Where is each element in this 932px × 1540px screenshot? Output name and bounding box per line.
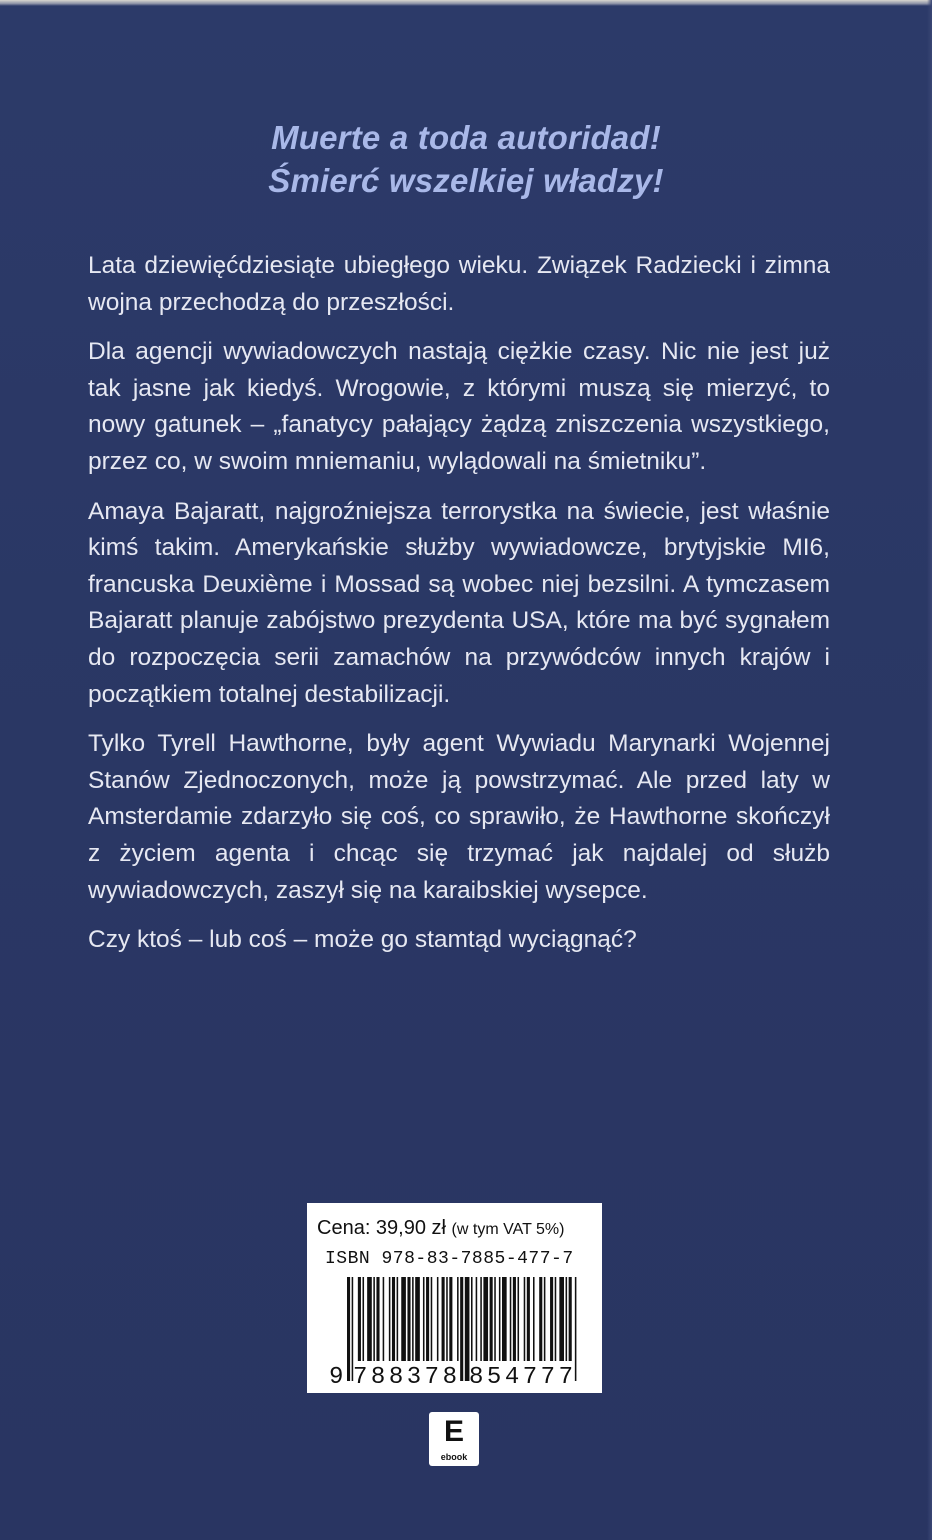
barcode-bar [431, 1277, 433, 1361]
ebook-badge-letter: E [443, 1415, 464, 1448]
headline-spanish: Muerte a toda autoridad! [271, 119, 661, 156]
barcode-bar [347, 1277, 350, 1381]
barcode-bar [397, 1277, 399, 1361]
barcode-bar [518, 1277, 520, 1361]
barcode-bar [407, 1277, 410, 1361]
barcode-bar [544, 1277, 546, 1361]
blurb-text [88, 248, 830, 972]
barcode-bar [437, 1277, 439, 1361]
barcode-bar [367, 1277, 372, 1361]
barcode-bar [449, 1277, 452, 1361]
barcode-bar [373, 1277, 375, 1361]
blurb-paragraph-4: Tylko Tyrell Hawthorne, były agent Wywiadu Marynarki Wojennej Stanów Zjednoczonych, może ją powstrzymać. Ale przed laty w Amsterdamie zdarzyło się coś, co sprawiło, że Hawthorne skończył z życiem agenta i chcąc się trzymać jak najdalej od służb wywiadowczych, zaszył się na karaibskiej wysepce. [88, 730, 830, 904]
barcode-bar [539, 1277, 542, 1361]
barcode-bar [494, 1277, 496, 1361]
barcode-bar [412, 1277, 414, 1361]
barcode-digits-left: 788378 [353, 1364, 457, 1387]
blurb-paragraph-2: Dla agencji wywiadowczych nastają ciężkie czasy. Nic nie jest już tak jasne jak kiedyś. Wrogowie, z którymi muszą się mierzyć, to nowy gatunek – „fanatycy pałający żądzą zniszczenia wszystkiego, przez co, w swoim mniemaniu, wylądowali na śmietniku”. [88, 338, 830, 475]
vat-note: (w tym VAT 5%) [451, 1221, 565, 1238]
barcode-bar [527, 1277, 530, 1361]
barcode-bar [480, 1277, 482, 1361]
barcode-digits-right: 854777 [469, 1364, 573, 1387]
barcode-bar [401, 1277, 406, 1361]
price-text: Cena: 39,90 zł [317, 1217, 446, 1239]
barcode-bar [533, 1277, 535, 1361]
ebook-badge-label: ebook [440, 1452, 468, 1462]
barcode-bar [389, 1277, 391, 1361]
cover-right-edge [927, 0, 932, 1540]
barcode-bar [490, 1277, 493, 1361]
barcode-bar [483, 1277, 488, 1361]
blurb-paragraph-3: Amaya Bajaratt, najgroźniejsza terrorystka na świecie, jest właśnie kimś takim. Amerykańskie służby wywiadowcze, brytyjskie MI6, francuska Deuxième i Mossad są wobec niej bezsilni. A tymczasem Bajaratt planuje zabójstwo prezydenta USA, które ma być sygnałem do rozpoczęcia serii zamachów na przywódców innych krajów i początkiem totalnej destabilizacji. [88, 497, 830, 708]
headline-polish: Śmierć wszelkiej władzy! [268, 162, 664, 199]
ebook-badge [429, 1412, 479, 1466]
barcode-bar [358, 1277, 361, 1361]
barcode-bar [442, 1277, 445, 1361]
price-line [317, 1217, 564, 1240]
blurb-paragraph-1: Lata dziewięćdziesiąte ubiegłego wieku. Związek Radziecki i zimna wojna przechodzą do przeszłości. [88, 252, 830, 316]
barcode-bar [524, 1277, 526, 1361]
barcode-bar [426, 1277, 429, 1361]
barcode-bar [569, 1277, 572, 1361]
isbn-text: ISBN 978-83-7885-477-7 [325, 1249, 574, 1269]
barcode-bar [415, 1277, 420, 1361]
barcode-digit-first: 9 [329, 1364, 344, 1387]
barcode-bar [499, 1277, 501, 1361]
barcode-bar [513, 1277, 516, 1361]
barcode-bar [423, 1277, 425, 1361]
cover-top-edge [0, 0, 932, 6]
barcode-bar [446, 1277, 448, 1361]
barcode-bar [457, 1277, 459, 1361]
blurb-paragraph-5: Czy ktoś – lub coś – może go stamtąd wyciągnąć? [88, 926, 637, 954]
barcode-bar [460, 1277, 463, 1381]
barcode-image [329, 1277, 587, 1387]
barcode-bar [575, 1277, 577, 1381]
barcode-bar [392, 1277, 395, 1361]
barcode-bar [559, 1277, 564, 1361]
barcode-bar [550, 1277, 553, 1361]
barcode-bar [555, 1277, 557, 1361]
barcode-bar [476, 1277, 478, 1361]
barcode-bar [383, 1277, 385, 1361]
barcode-bar [510, 1277, 512, 1361]
barcode-bar [376, 1277, 379, 1361]
barcode-bar [363, 1277, 365, 1361]
barcode-bar [566, 1277, 568, 1361]
barcode-bar [502, 1277, 507, 1361]
barcode-bar [471, 1277, 473, 1361]
price-barcode-label [307, 1203, 602, 1393]
